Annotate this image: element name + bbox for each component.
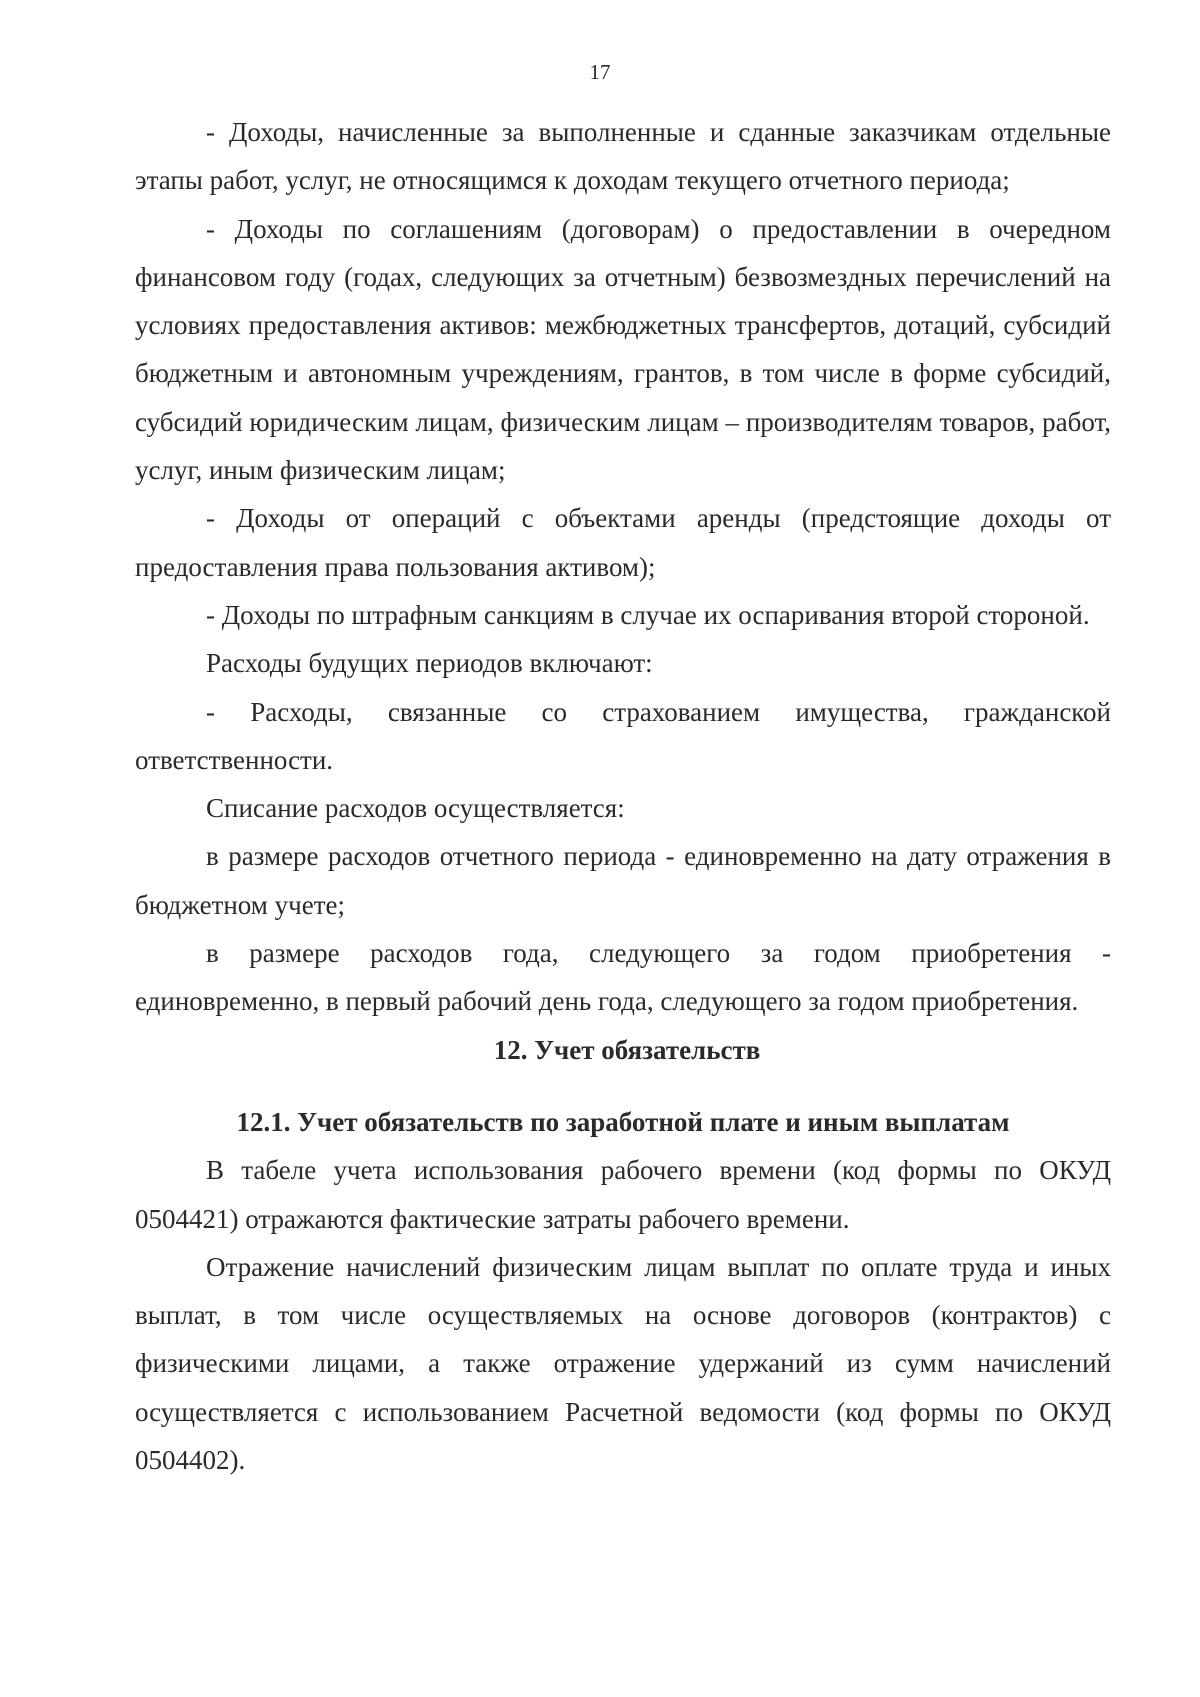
paragraph-income-agreements: - Доходы по соглашениям (договорам) о предоставлении в очередном финансовом году (годах, следующих за отчетным) безвозмездных перечислений на условиях предоставления активов: межбюджетных трансфертов, дотаций, субсидий бюджетным и автономным учреждениям, грантов, в том числе в форме субсидий, субсидий юридическим лицам, физическим лицам – производителям товаров, работ, услуг, иным физическим лицам; [135, 213, 1111, 486]
paragraph-income-stages: - Доходы, начисленные за выполненные и сданные заказчикам отдельные этапы работ, услуг, не относящимся к доходам текущего отчетного периода; [135, 117, 1111, 196]
paragraph-payroll: Отражение начислений физическим лицам выплат по оплате труда и иных выплат, в том числе осуществляемых на основе договоров (контрактов) с физическими лицами, а также отражение удержаний из сумм начислений осуществляется с использованием Расчетной ведомости (код формы по ОКУД 0504402). [135, 1251, 1111, 1476]
paragraph-future-expenses-intro: Расходы будущих периодов включают: [206, 648, 653, 679]
paragraph-expenses-insurance: - Расходы, связанные со страхованием имущества, гражданской ответственности. [135, 696, 1111, 775]
paragraph-income-penalties: - Доходы по штрафным санкциям в случае их оспаривания второй стороной. [206, 599, 1090, 630]
paragraph-writeoff-next-year: в размере расходов года, следующего за годом приобретения - единовременно, в первый рабочий день года, следующего за годом приобретения. [135, 938, 1111, 1017]
document-body [135, 108, 1111, 1484]
paragraph-timesheet: В табеле учета использования рабочего времени (код формы по ОКУД 0504421) отражаются фактические затраты рабочего времени. [135, 1155, 1111, 1234]
section-heading: 12. Учет обязательств [493, 1034, 761, 1065]
heading-spacer [135, 1074, 1111, 1098]
paragraph-income-lease: - Доходы от операций с объектами аренды (предстоящие доходы от предоставления права пользования активом); [135, 503, 1111, 582]
page-number: 17 [589, 60, 611, 84]
subsection-heading: 12.1. Учет обязательств по заработной плате и иным выплатам [236, 1106, 1010, 1137]
paragraph-writeoff-current: в размере расходов отчетного периода - единовременно на дату отражения в бюджетном учете; [135, 841, 1111, 920]
paragraph-writeoff-intro: Списание расходов осуществляется: [206, 793, 625, 824]
